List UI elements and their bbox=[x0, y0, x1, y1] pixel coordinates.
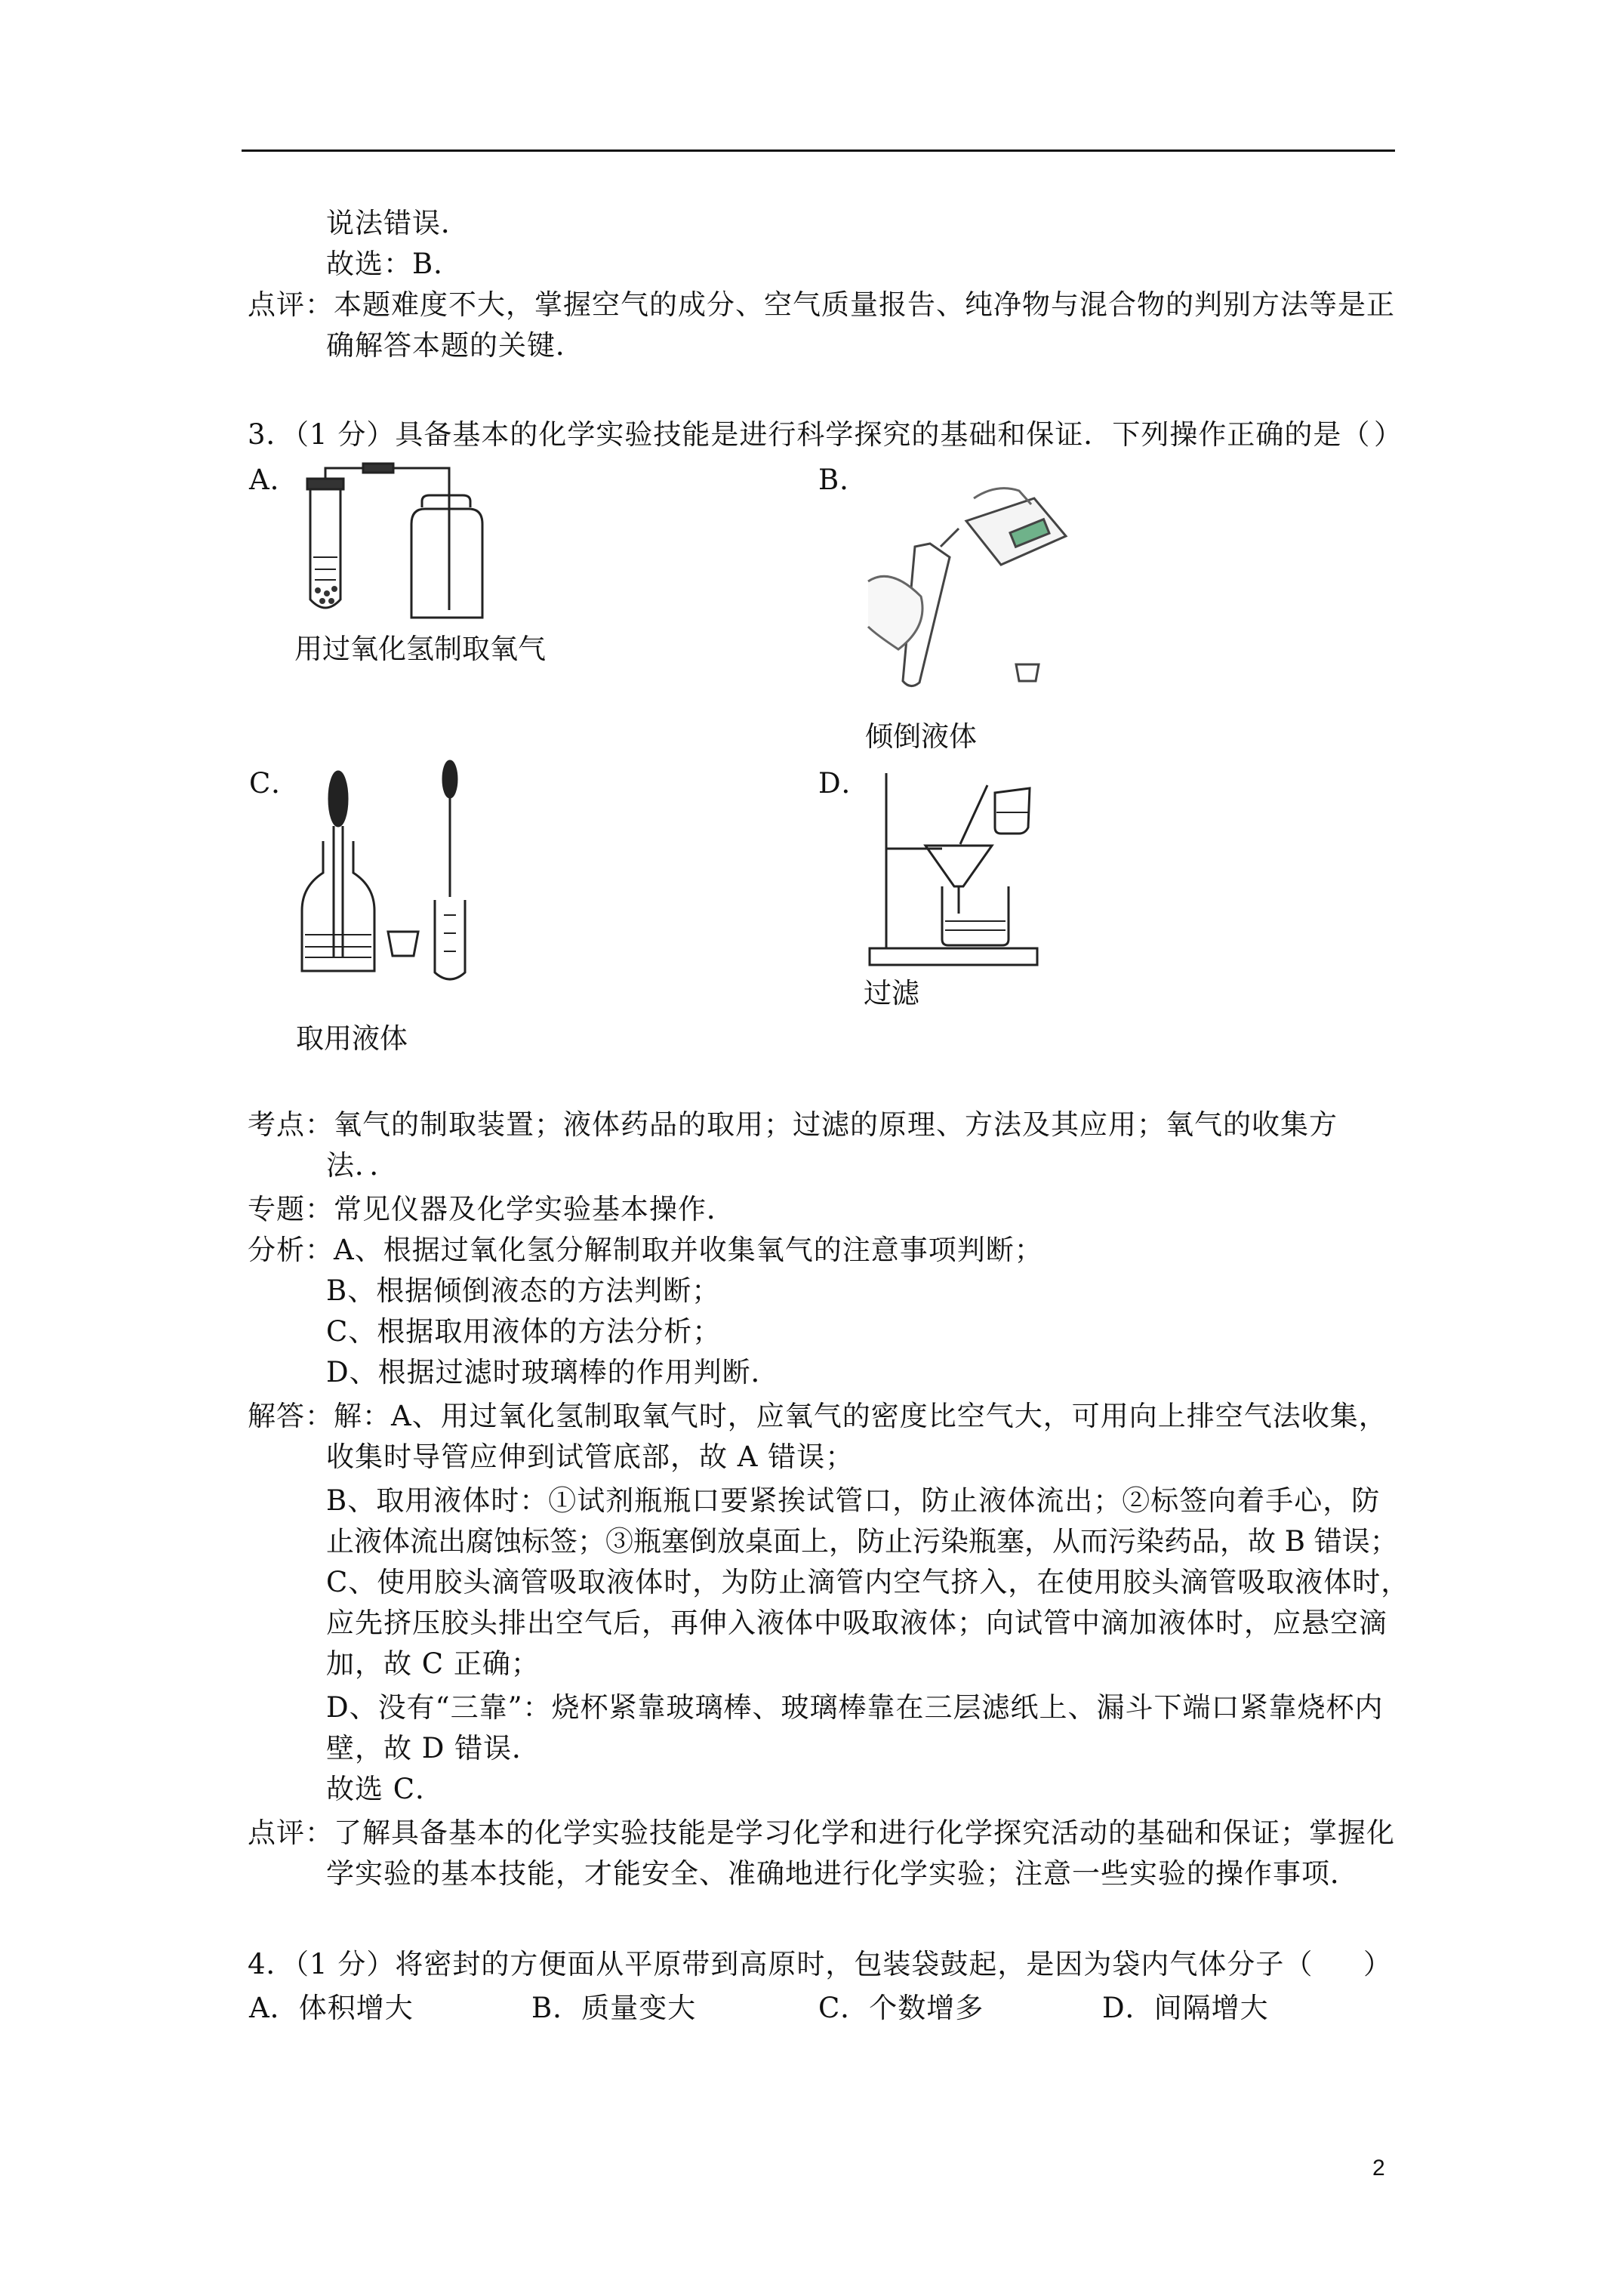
question-4-stem: 4．（1 分）将密封的方便面从平原带到高原时，包装袋鼓起，是因为袋内气体分子（ bbox=[248, 1948, 1313, 1980]
oxygen-apparatus-figure bbox=[291, 459, 487, 625]
pouring-liquid-figure bbox=[868, 483, 1095, 695]
option-a-letter: A． bbox=[249, 464, 299, 496]
header-rule bbox=[242, 149, 1395, 152]
fenxi-line: C、根据取用液体的方法分析； bbox=[326, 1315, 722, 1348]
option-d-letter: D． bbox=[818, 767, 870, 800]
fenxi-line: D、根据过滤时玻璃棒的作用判断． bbox=[326, 1356, 780, 1388]
answer-bracket: ） bbox=[1374, 418, 1403, 451]
jieda-line: 故选 C． bbox=[326, 1773, 445, 1805]
text-line: 说法错误． bbox=[326, 207, 470, 239]
option-a-caption: 用过氧化氢制取氧气 bbox=[294, 633, 546, 665]
question-3-stem: 3．（1 分）具备基本的化学实验技能是进行科学探究的基础和保证．下列操作正确的是（ bbox=[248, 418, 1371, 451]
comment-line: 确解答本题的关键． bbox=[326, 329, 584, 362]
comment-line: 学实验的基本技能，才能安全、准确地进行化学实验；注意一些实验的操作事项． bbox=[326, 1857, 1359, 1890]
kaodian-line: 法．． bbox=[326, 1149, 399, 1182]
jieda-line: 壁，故 D 错误． bbox=[326, 1732, 541, 1764]
q4-option-a: A．体积增大 bbox=[249, 1992, 414, 2024]
comment-line: 点评：本题难度不大，掌握空气的成分、空气质量报告、纯净物与混合物的判别方法等是正 bbox=[248, 288, 1395, 321]
text-line: 故选：B． bbox=[326, 248, 463, 280]
jieda-line: 收集时导管应伸到试管底部，故 A 错误； bbox=[326, 1441, 855, 1473]
jieda-line: 应先挤压胶头排出空气后，再伸入液体中吸取液体；向试管中滴加液体时，应悬空滴 bbox=[326, 1607, 1387, 1639]
jieda-line: C、使用胶头滴管吸取液体时，为防止滴管内空气挤入，在使用胶头滴管吸取液体时， bbox=[326, 1566, 1410, 1598]
dropper-figure bbox=[296, 760, 492, 986]
q4-option-c: C．个数增多 bbox=[818, 1992, 984, 2024]
jieda-line: B、取用液体时：①试剂瓶瓶口要紧挨试管口，防止液体流出；②标签向着手心，防 bbox=[326, 1484, 1381, 1517]
zhuanti-line: 专题：常见仪器及化学实验基本操作． bbox=[248, 1193, 735, 1225]
page-number: 2 bbox=[1372, 2156, 1385, 2180]
fenxi-line: B、根据倾倒液态的方法判断； bbox=[326, 1274, 721, 1307]
kaodian-line: 考点：氧气的制取装置；液体药品的取用；过滤的原理、方法及其应用；氧气的收集方 bbox=[248, 1108, 1338, 1141]
option-b-letter: B． bbox=[818, 464, 869, 496]
q4-option-d: D．间隔增大 bbox=[1102, 1992, 1269, 2024]
jieda-line: 解答：解：A、用过氧化氢制取氧气时，应氧气的密度比空气大，可用向上排空气法收集， bbox=[248, 1400, 1387, 1432]
answer-bracket: ） bbox=[1363, 1948, 1392, 1980]
option-c-caption: 取用液体 bbox=[296, 1022, 408, 1055]
comment-line: 点评：了解具备基本的化学实验技能是学习化学和进行化学探究活动的基础和保证；掌握化 bbox=[248, 1817, 1395, 1849]
option-c-letter: C． bbox=[249, 767, 300, 800]
fenxi-line: 分析：A、根据过氧化氢分解制取并收集氧气的注意事项判断； bbox=[248, 1234, 1043, 1266]
filtration-figure bbox=[864, 770, 1060, 974]
jieda-line: D、没有“三靠”：烧杯紧靠玻璃棒、玻璃棒靠在三层滤纸上、漏斗下端口紧靠烧杯内 bbox=[326, 1691, 1384, 1724]
q4-option-b: B．质量变大 bbox=[531, 1992, 697, 2024]
jieda-line: 止液体流出腐蚀标签；③瓶塞倒放桌面上，防止污染瓶塞，从而污染药品，故 B 错误； bbox=[326, 1525, 1398, 1558]
option-d-caption: 过滤 bbox=[864, 977, 919, 1009]
option-b-caption: 倾倒液体 bbox=[865, 720, 977, 753]
jieda-line: 加，故 C 正确； bbox=[326, 1647, 540, 1680]
